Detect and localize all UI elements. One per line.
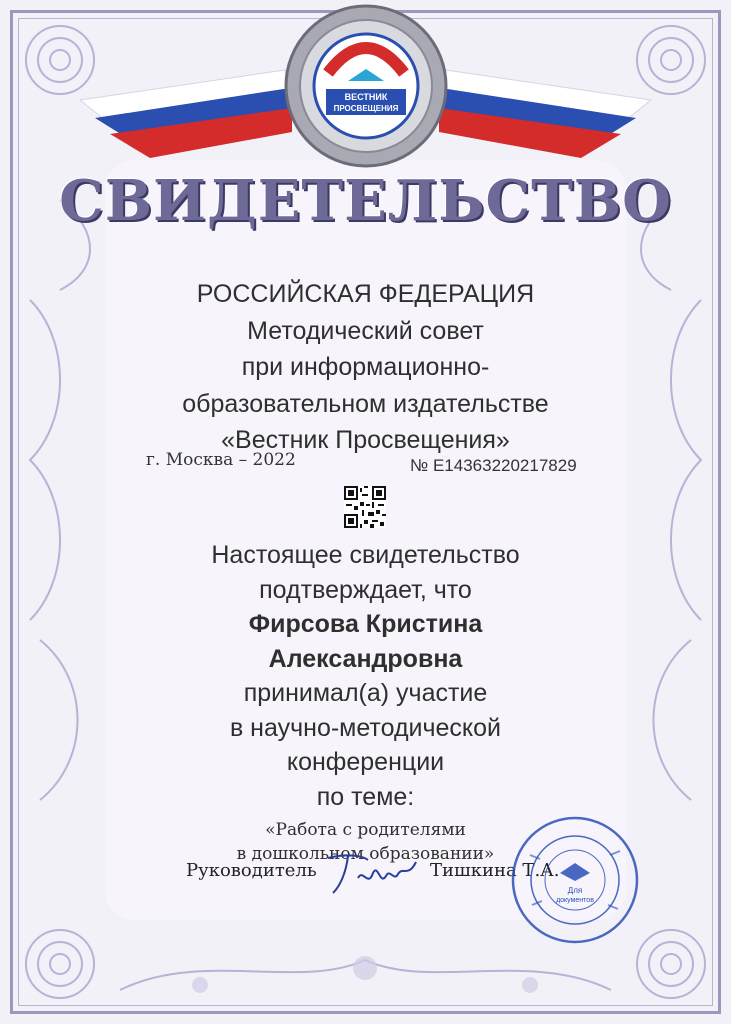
recipient-name: Александровна [268,644,463,673]
issuer-line: при информационно- [241,353,490,381]
body-line: принимал(а) участие [243,679,488,707]
stamp-center-text-2: документов [556,897,594,904]
topic-line: в дошкольном образовании» [236,844,495,864]
certificate-number: № E14363220217829 [410,456,577,475]
body-line: в научно-методической [229,713,502,742]
issuer-line: РОССИЙСКАЯ ФЕДЕРАЦИЯ [196,280,535,308]
stamp-center-text-1: Для [567,886,583,895]
body-line: Настоящее свидетельство [211,541,520,569]
body-line: по теме: [316,782,415,811]
body-block [0,538,731,814]
body-line: конференции [286,748,445,776]
issuer-line: Методический совет [247,316,484,345]
city-year: г. Москва – 2022 [146,450,296,470]
body-line: подтверждает, что [259,575,472,604]
handwritten-signature-icon [318,848,428,898]
signer-name: Тишкина Т.А. [430,860,560,881]
seal-logo-text-1: ВЕСТНИК [344,92,388,102]
certificate-title: СВИДЕТЕЛЬСТВО [59,168,672,234]
issuer-line: «Вестник Просвещения» [221,426,510,454]
recipient-name: Фирсова Кристина [248,610,483,638]
publisher-seal-icon [282,3,450,169]
official-stamp-icon [510,815,640,945]
issuer-block [0,276,731,459]
issuer-line: образовательном издательстве [182,389,549,418]
topic-line: «Работа с родителями [265,820,466,840]
seal-logo-text-2: ПРОСВЕЩЕНИЯ [333,104,399,113]
signature-label: Руководитель [186,860,317,881]
qr-code-icon [344,486,386,528]
